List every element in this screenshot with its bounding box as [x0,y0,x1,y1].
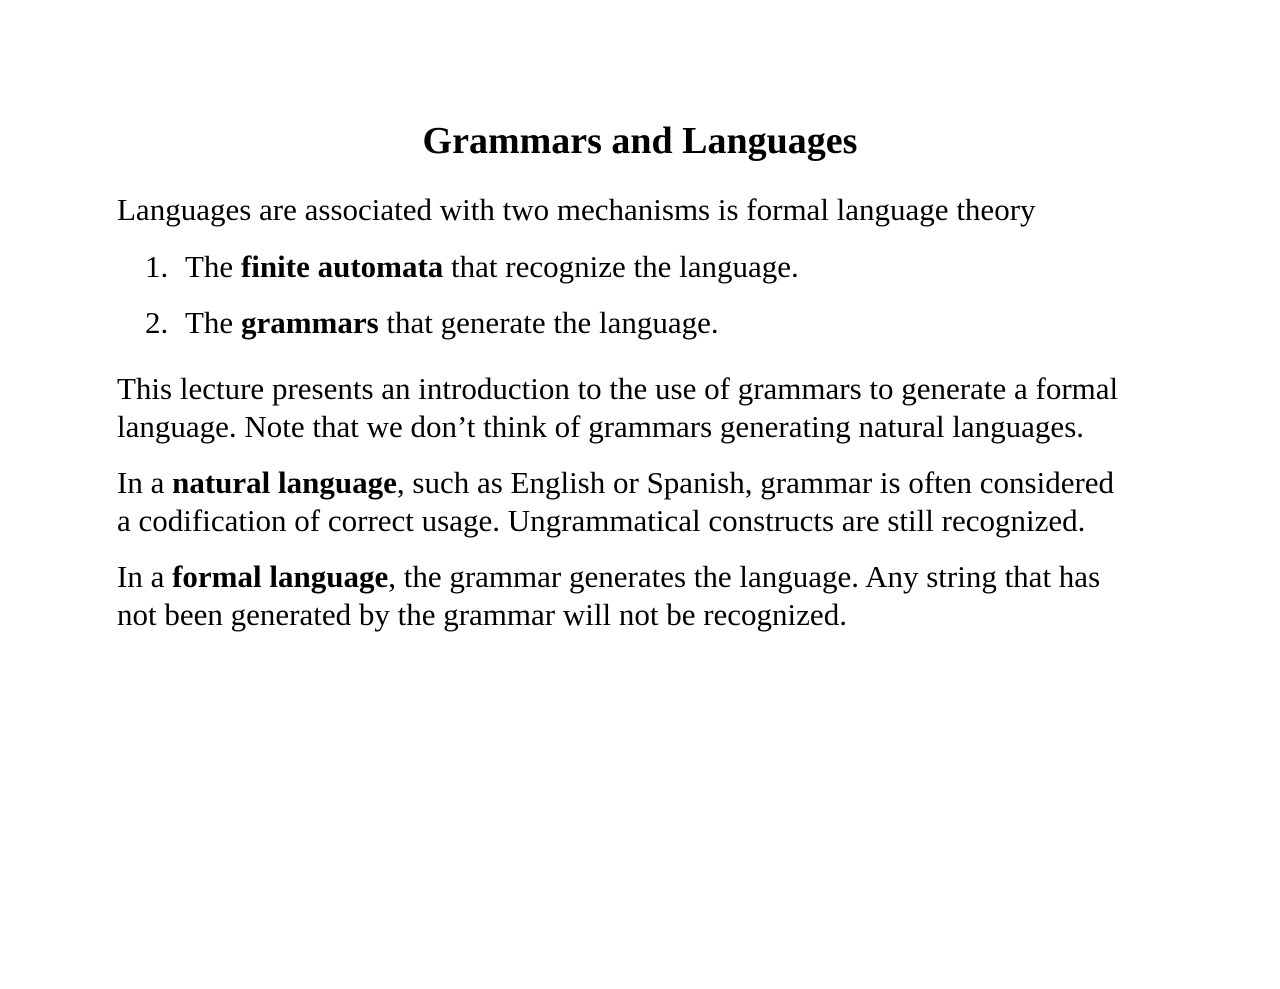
formal-language-paragraph-line-1 [117,558,1100,596]
slide-title: Grammars and Languages [422,120,858,162]
list-text-pre: The [185,305,241,340]
list-text-pre: The [185,249,241,284]
list-term-bold: grammars [240,305,379,340]
text-post: , such as English or Spanish, grammar is often considered [396,465,1115,500]
lecture-paragraph-line-1: This lecture presents an introduction to the use of grammars to generate a formal [117,371,1119,406]
list-text-post: that generate the language. [378,305,719,340]
natural-language-term: natural language [172,465,397,500]
list-term-bold: finite automata [240,249,444,284]
text-pre: In a [117,559,173,594]
list-number: 1. [145,249,169,284]
text-pre: In a [117,465,173,500]
list-number: 2. [145,305,169,340]
list-item-1 [145,248,799,286]
natural-language-paragraph-line-2: a codification of correct usage. Ungrammatical constructs are still recognized. [117,503,1086,538]
list-text-post: that recognize the language. [443,249,799,284]
formal-language-term: formal language [172,559,389,594]
intro-paragraph: Languages are associated with two mechanisms is formal language theory [117,192,1036,227]
natural-language-paragraph-line-1 [117,464,1114,502]
text-post: , the grammar generates the language. Any string that has [388,559,1101,594]
list-item-2 [145,304,719,342]
formal-language-paragraph-line-2: not been generated by the grammar will not be recognized. [117,597,847,632]
lecture-paragraph-line-2: language. Note that we don’t think of grammars generating natural languages. [117,409,1085,444]
